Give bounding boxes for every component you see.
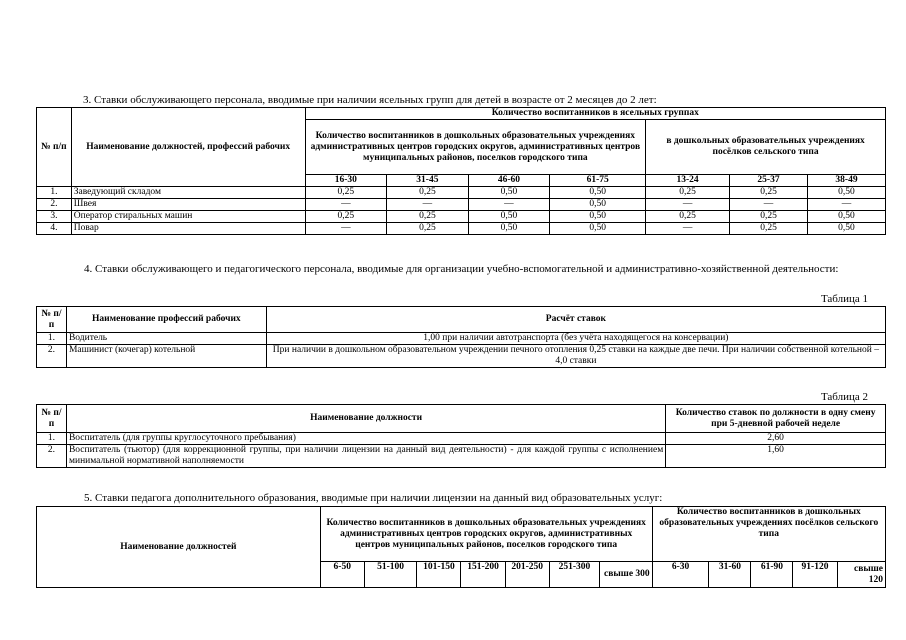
- col-num-header: № п/п: [37, 405, 67, 433]
- range-header: 31-45: [387, 175, 469, 187]
- rural-subheader: Количество воспитанников в дошкольных образовательных учреждениях посёлков сельского типа: [652, 507, 885, 562]
- row-value: 0,25: [646, 211, 730, 223]
- col-num-header: № п/п: [37, 307, 67, 333]
- row-num: 2.: [37, 445, 67, 468]
- col-name-header: Наименование должности: [66, 405, 665, 433]
- row-value: 0,25: [730, 211, 808, 223]
- row-count: 2,60: [666, 433, 886, 445]
- range-header: свыше 120: [837, 562, 885, 588]
- row-value: —: [305, 199, 387, 211]
- row-num: 1.: [37, 433, 67, 445]
- row-value: 0,50: [807, 211, 885, 223]
- table-row: [37, 187, 886, 199]
- table-row: [37, 199, 886, 211]
- city-subheader: Количество воспитанников в дошкольных образовательных учреждениях административных центров городских округов, административных центров муниципальных районов, поселков городского типа: [320, 507, 652, 562]
- table1: [36, 306, 886, 368]
- rural-subheader: в дошкольных образовательных учреждениях посёлков сельского типа: [646, 120, 886, 175]
- section4-heading: 4. Ставки обслуживающего и педагогического персонала, вводимые для организации учебно-вспомогательной и административно-хозяйственной деятельности:: [84, 263, 839, 275]
- city-subheader: Количество воспитанников в дошкольных образовательных учреждениях административных центров городских округов, административных центров муниципальных районов, поселков городского типа: [305, 120, 646, 175]
- row-count: 1,60: [666, 445, 886, 468]
- row-value: 0,25: [387, 211, 469, 223]
- row-value: 0,50: [468, 211, 550, 223]
- table2-caption: Таблица 2: [820, 391, 868, 403]
- row-value: —: [305, 223, 387, 235]
- table2: [36, 404, 886, 468]
- row-calc: При наличии в дошкольном образовательном учреждении печного отопления 0,25 ставки на каждые две печи. При наличии собственной котельной – 4,0 ставки: [266, 345, 885, 368]
- range-header: 38-49: [807, 175, 885, 187]
- range-header: 201-250: [505, 562, 549, 588]
- section5-table: [36, 506, 886, 588]
- row-value: 0,25: [387, 187, 469, 199]
- row-value: 0,25: [730, 187, 808, 199]
- range-header: 31-60: [709, 562, 751, 588]
- table-row: [37, 333, 886, 345]
- row-name: Машинист (кочегар) котельной: [66, 345, 266, 368]
- table-row: [37, 211, 886, 223]
- row-value: —: [646, 199, 730, 211]
- row-value: 0,25: [646, 187, 730, 199]
- row-name: Оператор стиральных машин: [71, 211, 305, 223]
- col-calc-header: Расчёт ставок: [266, 307, 885, 333]
- row-name: Воспитатель (для группы круглосуточного пребывания): [66, 433, 665, 445]
- row-value: 0,50: [807, 187, 885, 199]
- range-header: 91-120: [793, 562, 837, 588]
- row-name: Воспитатель (тьютор) (для коррекционной группы, при наличии лицензии на данный вид деятельности) - для каждой группы с исполнением минимальной нормативной наполняемости: [66, 445, 665, 468]
- range-header: 6-30: [652, 562, 709, 588]
- row-value: —: [730, 199, 808, 211]
- row-value: 0,25: [305, 187, 387, 199]
- row-value: 0,25: [730, 223, 808, 235]
- col-name-header: Наименование должностей, профессий рабочих: [71, 108, 305, 187]
- row-value: 0,50: [807, 223, 885, 235]
- row-name: Водитель: [66, 333, 266, 345]
- row-name: Швея: [71, 199, 305, 211]
- table-row: [37, 223, 886, 235]
- range-header: 101-150: [417, 562, 461, 588]
- row-name: Заведующий складом: [71, 187, 305, 199]
- section3-heading: 3. Ставки обслуживающего персонала, вводимые при наличии ясельных групп для детей в возрасте от 2 месяцев до 2 лет:: [83, 94, 657, 106]
- row-num: 2.: [37, 199, 72, 211]
- range-header: свыше 300: [600, 562, 653, 588]
- row-num: 4.: [37, 223, 72, 235]
- section5-heading: 5. Ставки педагога дополнительного образования, вводимые при наличии лицензии на данный вид образовательных услуг:: [84, 492, 663, 504]
- row-num: 2.: [37, 345, 67, 368]
- range-header: 13-24: [646, 175, 730, 187]
- row-num: 1.: [37, 187, 72, 199]
- row-value: 0,25: [305, 211, 387, 223]
- row-value: —: [807, 199, 885, 211]
- row-calc: 1,00 при наличии автотранспорта (без учёта находящегося на консервации): [266, 333, 885, 345]
- range-header: 61-75: [550, 175, 646, 187]
- range-header: 51-100: [364, 562, 417, 588]
- col-num-header: № п/п: [37, 108, 72, 187]
- group-header: Количество воспитанников в ясельных группах: [305, 108, 885, 120]
- row-value: —: [646, 223, 730, 235]
- col-name-header: Наименование профессий рабочих: [66, 307, 266, 333]
- row-value: —: [387, 199, 469, 211]
- table-row: [37, 433, 886, 445]
- col-name-header: Наименование должностей: [37, 507, 321, 588]
- section3-table: [36, 107, 886, 235]
- row-num: 3.: [37, 211, 72, 223]
- row-value: 0,25: [387, 223, 469, 235]
- row-value: —: [468, 199, 550, 211]
- row-value: 0,50: [468, 223, 550, 235]
- row-value: 0,50: [550, 187, 646, 199]
- row-name: Повар: [71, 223, 305, 235]
- table1-caption: Таблица 1: [820, 293, 868, 305]
- row-value: 0,50: [550, 211, 646, 223]
- row-value: 0,50: [468, 187, 550, 199]
- range-header: 25-37: [730, 175, 808, 187]
- table-row: [37, 345, 886, 368]
- row-num: 1.: [37, 333, 67, 345]
- col-count-header: Количество ставок по должности в одну смену при 5-дневной рабочей неделе: [666, 405, 886, 433]
- range-header: 16-30: [305, 175, 387, 187]
- range-header: 151-200: [461, 562, 505, 588]
- table-row: [37, 445, 886, 468]
- range-header: 46-60: [468, 175, 550, 187]
- range-header: 61-90: [751, 562, 793, 588]
- row-value: 0,50: [550, 199, 646, 211]
- range-header: 6-50: [320, 562, 364, 588]
- range-header: 251-300: [549, 562, 599, 588]
- row-value: 0,50: [550, 223, 646, 235]
